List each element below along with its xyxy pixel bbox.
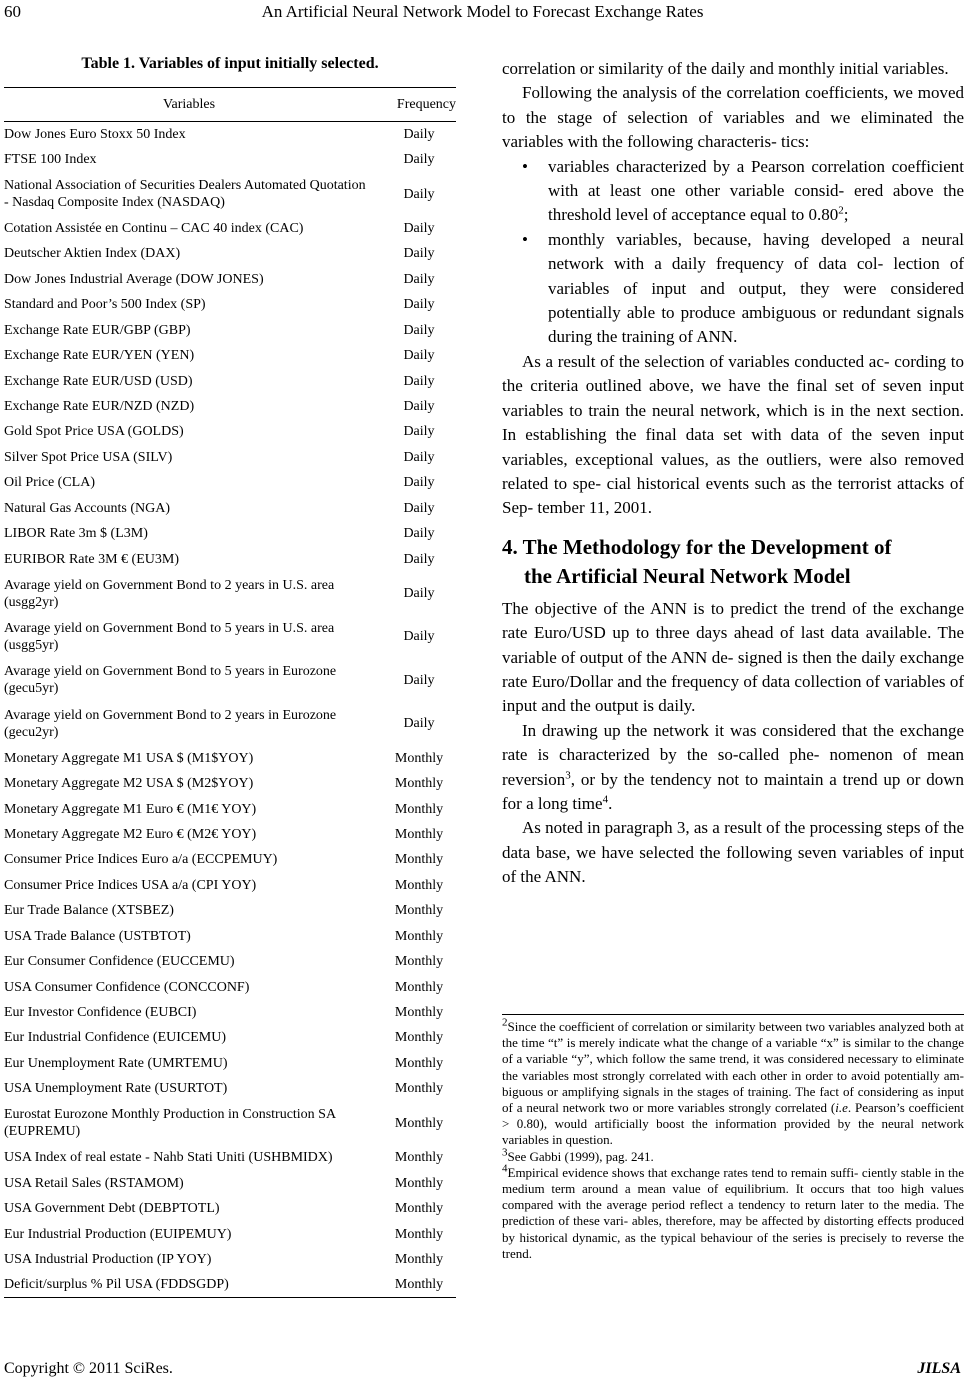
- list-item: [520, 228, 964, 350]
- text-run: In drawing up the network it was considered that the exchange rate is characterized by the so-called phe- nomenon of mean reversion: [502, 720, 964, 789]
- variables-table: [4, 87, 456, 1298]
- footnote-number: 2: [502, 1016, 508, 1029]
- table-row: [4, 122, 456, 147]
- variable-cell: USA Government Debt (DEBPTOTL): [4, 1201, 220, 1217]
- table-row: [4, 1272, 456, 1297]
- variable-cell: Deutscher Aktien Index (DAX): [4, 246, 181, 262]
- frequency-cell: Daily: [403, 424, 435, 440]
- variable-cell: EURIBOR Rate 3M € (EU3M): [4, 551, 179, 567]
- variable-cell: Standard and Poor’s 500 Index (SP): [4, 297, 206, 313]
- table-row: [4, 172, 456, 215]
- table-row: [4, 1000, 456, 1025]
- table-row: [4, 1145, 456, 1170]
- variable-cell: Oil Price (CLA): [4, 475, 95, 491]
- table-row: [4, 572, 456, 615]
- section-heading-line: the Artificial Neural Network Model: [524, 563, 851, 588]
- table-row: [4, 419, 456, 444]
- table-row: [4, 771, 456, 796]
- paragraph: Following the analysis of the correlation coefficients, we moved to the stage of selection of variables and we eliminated the variables with the following characteris- tics:: [502, 83, 964, 152]
- frequency-cell: Daily: [403, 716, 435, 732]
- table-row: [4, 470, 456, 495]
- paragraph: As a result of the selection of variables conducted ac- cording to the criteria outlined above, we have the final set of seven input variables to train the neural network, which is in the next section. In establishing the final data set with data of the seven input variables, exceptional values, as the outliers, were also removed related to spe- cial historical events such as the terrorist attacks of Sep- tember 11, 2001.: [502, 351, 964, 518]
- table-row: [4, 1102, 456, 1145]
- footnote-4: [502, 1162, 964, 1262]
- variable-cell: Deficit/surplus % Pil USA (FDDSGDP): [4, 1272, 374, 1297]
- list-item: [520, 155, 964, 228]
- frequency-cell: Daily: [403, 475, 435, 491]
- variable-cell: Cotation Assistée en Continu – CAC 40 index (CAC): [4, 220, 304, 236]
- bullet-text: variables characterized by a Pearson correlation coefficient with at least one other variable consid- ered above the threshold level of acceptance equal to 0.80: [548, 156, 964, 225]
- frequency-cell: Daily: [403, 152, 435, 168]
- paragraph: [502, 719, 964, 817]
- footnotes: [502, 1014, 964, 1262]
- frequency-cell: Daily: [403, 186, 435, 202]
- table-row: [4, 796, 456, 821]
- frequency-cell: Monthly: [394, 1081, 444, 1097]
- table-row: [4, 659, 456, 702]
- frequency-cell: Monthly: [394, 1055, 444, 1071]
- variable-cell: Monetary Aggregate M2 Euro € (M2€ YOY): [4, 826, 257, 842]
- table-header-row: [4, 88, 456, 122]
- frequency-cell: Daily: [403, 297, 435, 313]
- table-row: [4, 847, 456, 872]
- table-row: [4, 1025, 456, 1050]
- frequency-cell: Monthly: [394, 928, 444, 944]
- table-row: [4, 873, 456, 898]
- frequency-cell: Daily: [403, 526, 435, 542]
- variable-cell: Eur Trade Balance (XTSBEZ): [4, 903, 174, 919]
- table-row: [4, 147, 456, 172]
- header-variables: Variables: [4, 88, 374, 122]
- table-row: [4, 924, 456, 949]
- table-row: [4, 394, 456, 419]
- variable-cell: Monetary Aggregate M2 USA $ (M2$YOY): [4, 776, 254, 792]
- variable-cell: Avarage yield on Government Bond to 2 years in U.S. area (usgg2yr): [4, 577, 335, 610]
- table-row: [4, 1221, 456, 1246]
- frequency-cell: Monthly: [394, 1201, 444, 1217]
- table-row: [4, 822, 456, 847]
- footnote-2: [502, 1016, 964, 1149]
- frequency-cell: Monthly: [394, 954, 444, 970]
- frequency-cell: Monthly: [394, 1115, 444, 1131]
- variable-cell: USA Trade Balance (USTBTOT): [4, 928, 191, 944]
- table-row: [4, 292, 456, 317]
- variable-cell: Eur Consumer Confidence (EUCCEMU): [4, 954, 235, 970]
- table-row: [4, 216, 456, 241]
- table-row: [4, 368, 456, 393]
- frequency-cell: Monthly: [374, 1272, 456, 1297]
- frequency-cell: Daily: [403, 629, 435, 645]
- variable-cell: Eur Unemployment Rate (UMRTEMU): [4, 1055, 228, 1071]
- text-run: , or by the tendency not to maintain a trend up or down for a long time: [502, 769, 964, 813]
- frequency-cell: Monthly: [394, 979, 444, 995]
- frequency-cell: Monthly: [394, 1150, 444, 1166]
- variable-cell: Eurostat Eurozone Monthly Production in Construction SA (EUPREMU): [4, 1107, 336, 1140]
- frequency-cell: Monthly: [394, 877, 444, 893]
- frequency-cell: Monthly: [394, 1175, 444, 1191]
- table-row: [4, 521, 456, 546]
- variable-cell: Exchange Rate EUR/USD (USD): [4, 373, 193, 389]
- table-row: [4, 267, 456, 292]
- journal-name: JILSA: [917, 1360, 961, 1377]
- variable-cell: Silver Spot Price USA (SILV): [4, 449, 173, 465]
- header-frequency: Frequency: [374, 88, 456, 122]
- frequency-cell: Monthly: [394, 1030, 444, 1046]
- table-row: [4, 1170, 456, 1195]
- table-row: [4, 702, 456, 745]
- text-run: See Gabbi (1999), pag. 241.: [507, 1148, 654, 1164]
- frequency-cell: Monthly: [394, 1005, 444, 1021]
- bullet-text-end: ;: [843, 205, 849, 225]
- variable-cell: Exchange Rate EUR/GBP (GBP): [4, 322, 191, 338]
- table-row: [4, 1051, 456, 1076]
- variable-cell: Monetary Aggregate M1 USA $ (M1$YOY): [4, 750, 254, 766]
- table-body: [4, 122, 456, 1298]
- frequency-cell: Monthly: [394, 750, 444, 766]
- variable-cell: Avarage yield on Government Bond to 5 years in Eurozone (gecu5yr): [4, 664, 337, 697]
- footnote-number: 3: [502, 1146, 508, 1159]
- frequency-cell: Daily: [403, 586, 435, 602]
- variable-cell: Exchange Rate EUR/YEN (YEN): [4, 348, 195, 364]
- paragraph: As noted in paragraph 3, as a result of the processing steps of the data base, we have selected the following seven variables of input of the ANN.: [502, 818, 964, 887]
- variable-cell: Natural Gas Accounts (NGA): [4, 500, 171, 516]
- frequency-cell: Daily: [403, 399, 435, 415]
- variable-cell: USA Unemployment Rate (USURTOT): [4, 1081, 228, 1097]
- running-title: An Artificial Neural Network Model to Forecast Exchange Rates: [261, 2, 704, 21]
- frequency-cell: Daily: [403, 220, 435, 236]
- variable-cell: Consumer Price Indices USA a/a (CPI YOY): [4, 877, 257, 893]
- frequency-cell: Daily: [403, 322, 435, 338]
- text-run: Empirical evidence shows that exchange rates tend to remain suffi- ciently stable in the medium term around a mean value of equilibrium. It occurs that too high values compared with the average period reflect a tendency to return later to the media. The prediction of these vari- ables, therefore, may be affected by distorting effects produced by historical dynamic, as the typical behaviour of the series is precisely to reverse the trend.: [502, 1164, 964, 1261]
- table-row: [4, 949, 456, 974]
- paragraph: The objective of the ANN is to predict the trend of the exchange rate Euro/USD up to three days ahead of last data available. The variable of output of the ANN de- signed is then the daily exchange rate Euro/Dollar and the frequency of data collection of variables of input and the output is daily.: [502, 598, 964, 716]
- copyright: Copyright © 2011 SciRes.: [4, 1360, 173, 1377]
- variable-cell: Dow Jones Industrial Average (DOW JONES): [4, 271, 264, 287]
- table-row: [4, 1247, 456, 1272]
- frequency-cell: Daily: [403, 271, 435, 287]
- bullet-text: monthly variables, because, having developed a neural network with a daily frequency of data col- lection of variables of input and output, they were considered potentially able to produce ambiguous or redundant signals during the training of ANN.: [548, 229, 964, 347]
- text-column: [502, 57, 964, 890]
- section-heading: [502, 533, 964, 591]
- frequency-cell: Daily: [403, 348, 435, 364]
- text-run: .: [608, 793, 613, 813]
- footnote-ref: 2: [838, 204, 844, 217]
- table-column: [4, 54, 456, 1298]
- variable-cell: FTSE 100 Index: [4, 152, 97, 168]
- variable-cell: Eur Industrial Production (EUIPEMUY): [4, 1226, 232, 1242]
- variable-cell: LIBOR Rate 3m $ (L3M): [4, 526, 148, 542]
- section-heading-line: 4. The Methodology for the Development of: [502, 534, 892, 559]
- frequency-cell: Monthly: [394, 1226, 444, 1242]
- table-row: [4, 1076, 456, 1101]
- footnote-number: 4: [502, 1162, 508, 1175]
- frequency-cell: Daily: [403, 449, 435, 465]
- table-row: [4, 496, 456, 521]
- frequency-cell: Daily: [403, 126, 435, 142]
- variable-cell: USA Index of real estate - Nahb Stati Uniti (USHBMIDX): [4, 1150, 333, 1166]
- frequency-cell: Monthly: [394, 852, 444, 868]
- table-row: [4, 445, 456, 470]
- text-run: i.e: [835, 1100, 848, 1116]
- variable-cell: National Association of Securities Dealers Automated Quotation - Nasdaq Composite Index (NASDAQ): [4, 178, 366, 211]
- variable-cell: Eur Industrial Confidence (EUICEMU): [4, 1030, 226, 1046]
- table-row: [4, 898, 456, 923]
- page-number: 60: [4, 2, 21, 21]
- table-row: [4, 546, 456, 571]
- table-row: [4, 241, 456, 266]
- variable-cell: Consumer Price Indices Euro a/a (ECCPEMUY): [4, 852, 278, 868]
- text-run: Since the coefficient of correlation or similarity between two variables analyzed both at the time “t” is merely indicate what the change of a variable “x” is similar to the change of a variable “y”, which follow the same trend, it was considered necessary to eliminate the variables most strongly correlated with each other in order to avoid potentially am- biguous or amplifying signals in the stages of training. The fact of considering as input of a neural network two or more variables strongly correlated (: [502, 1019, 964, 1116]
- variable-cell: Dow Jones Euro Stoxx 50 Index: [4, 126, 186, 142]
- frequency-cell: Monthly: [394, 1251, 444, 1267]
- variable-cell: USA Retail Sales (RSTAMOM): [4, 1175, 184, 1191]
- frequency-cell: Daily: [403, 373, 435, 389]
- frequency-cell: Daily: [403, 246, 435, 262]
- table-row: [4, 615, 456, 658]
- footnote-3: [502, 1146, 964, 1165]
- table-caption: Table 1. Variables of input initially selected.: [81, 55, 379, 72]
- variable-cell: Avarage yield on Government Bond to 2 years in Eurozone (gecu2yr): [4, 707, 337, 740]
- frequency-cell: Monthly: [394, 776, 444, 792]
- variable-cell: Gold Spot Price USA (GOLDS): [4, 424, 184, 440]
- frequency-cell: Daily: [403, 500, 435, 516]
- frequency-cell: Daily: [403, 672, 435, 688]
- frequency-cell: Monthly: [394, 826, 444, 842]
- variable-cell: USA Consumer Confidence (CONCCONF): [4, 979, 250, 995]
- variable-cell: Eur Investor Confidence (EUBCI): [4, 1005, 197, 1021]
- paragraph: correlation or similarity of the daily and monthly initial variables.: [502, 59, 949, 78]
- table-row: [4, 974, 456, 999]
- table-row: [4, 343, 456, 368]
- variable-cell: Exchange Rate EUR/NZD (NZD): [4, 399, 195, 415]
- frequency-cell: Monthly: [394, 801, 444, 817]
- variable-cell: Avarage yield on Government Bond to 5 years in U.S. area (usgg5yr): [4, 620, 335, 653]
- table-row: [4, 318, 456, 343]
- footnote-ref: 4: [602, 793, 609, 806]
- variable-cell: Monetary Aggregate M1 Euro € (M1€ YOY): [4, 801, 257, 817]
- variable-cell: USA Industrial Production (IP YOY): [4, 1251, 212, 1267]
- frequency-cell: Monthly: [394, 903, 444, 919]
- frequency-cell: Daily: [403, 551, 435, 567]
- table-row: [4, 1196, 456, 1221]
- footnote-ref: 3: [565, 768, 571, 781]
- table-row: [4, 745, 456, 770]
- text-run: . Pearson’s coefficient > 0.80), would artificially boost the information provided by the neural network variables in question.: [502, 1100, 964, 1148]
- criteria-list: [520, 155, 964, 350]
